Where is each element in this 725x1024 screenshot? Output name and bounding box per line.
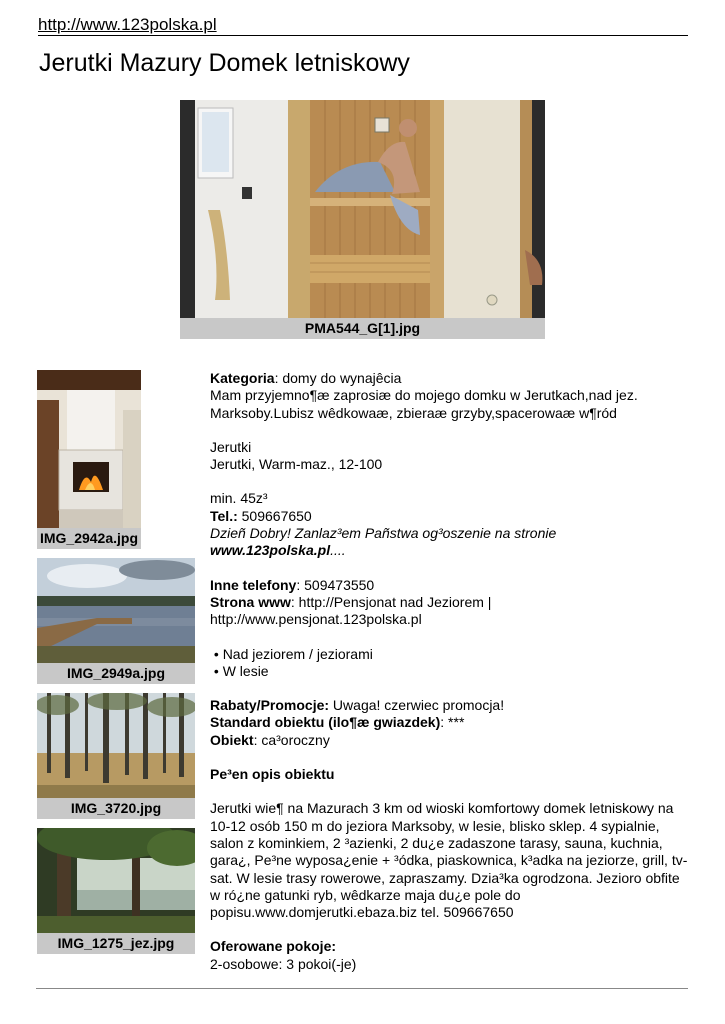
rooms-heading [210, 938, 690, 955]
object-value: : ca³oroczny [253, 731, 330, 748]
site-url-link[interactable]: http://www.123polska.pl [38, 15, 217, 34]
thumb-caption-4: IMG_1275_jez.jpg [37, 933, 195, 954]
phone-line [210, 508, 690, 525]
place-name: Jerutki [210, 438, 252, 455]
note-end: .... [330, 542, 346, 559]
thumb-caption-1: IMG_2942a.jpg [37, 528, 141, 549]
note-text: Dzieñ Dobry! Zanlaz³em Pañstwa og³oszenie na stronie [210, 525, 557, 542]
website-label: Strona www [210, 593, 291, 610]
thumb-photo-lake-pier [37, 558, 195, 663]
category-value: : domy do wynajêcia [274, 370, 402, 386]
full-description-heading-text: Pe³en opis obiektu [210, 766, 335, 783]
phone-value: 509667650 [237, 507, 312, 524]
promo-line [210, 697, 690, 714]
note-site-link[interactable]: www.123polska.pl [210, 542, 331, 559]
promo-label: Rabaty/Promocje: [210, 697, 330, 714]
phone-label: Tel.: [210, 507, 238, 524]
intro-text: Mam przyjemno¶æ zaprosiæ do mojego domku w Jerutkach,nad jez. Marksoby.Lubisz wêdkowaæ, zbieraæ grzyby,spacerowaæ w¶ród [210, 387, 638, 421]
feature-item: • W lesie [210, 662, 269, 679]
footer-divider [36, 988, 688, 989]
other-phones-label: Inne telefony [210, 576, 297, 593]
address: Jerutki, Warm-maz., 12-100 [210, 456, 383, 473]
price: min. 45z³ [210, 490, 268, 507]
object-line [210, 732, 690, 749]
site-url-header [38, 15, 688, 36]
thumb-caption-2: IMG_2949a.jpg [37, 663, 195, 684]
thumb-photo-forest [37, 693, 195, 798]
thumb-photo-lake-trees [37, 828, 195, 933]
website-line [210, 594, 690, 629]
main-photo-sauna [180, 100, 545, 318]
object-label: Obiekt [210, 731, 254, 748]
feature-forest: W lesie [222, 662, 269, 679]
category-label: Kategoria [210, 370, 275, 386]
standard-line [210, 714, 690, 731]
rooms-value: 2-osobowe: 3 pokoi(-je) [210, 955, 357, 972]
listing-details [210, 370, 690, 973]
standard-value: : *** [440, 714, 465, 731]
full-description-heading [210, 766, 690, 783]
full-description: Jerutki wie¶ na Mazurach 3 km od wioski komfortowy domek letniskowy na 10-12 osób 150 m do jeziora Marksoby, w lesie, blisko sklep. 4 sypialnie, salon z kominkiem, 2 ³azienki, 2 du¿e zadaszone tarasy, sauna, kuchnia, gara¿, Pe³ne wyposa¿enie + ³ódka, piaskownica, k³adka na jeziorze, grill, tv-sat. W lesie trasy rowerowe, zapraszamy. Dzia³ka ogrodzona. Jezioro obfite w ró¿ne gatunki ryb, wêdkarze maja du¿e pole do popisu.www.domjerutki.ebaza.biz tel. 509667650 [210, 800, 688, 921]
thumb-caption-3: IMG_3720.jpg [37, 798, 195, 819]
other-phones-line [210, 577, 690, 594]
rooms-heading-text: Oferowane pokoje: [210, 938, 337, 955]
promo-value: Uwaga! czerwiec promocja! [329, 697, 505, 714]
note-line [210, 525, 690, 560]
feature-item: • Nad jeziorem / jeziorami [210, 645, 373, 662]
other-phones-value: : 509473550 [296, 576, 375, 593]
website-value[interactable]: : http://Pensjonat nad Jeziorem | http://www.pensjonat.123polska.pl [210, 593, 492, 628]
category-line [210, 370, 690, 387]
page-title: Jerutki Mazury Domek letniskowy [39, 49, 410, 77]
thumb-photo-fireplace [37, 370, 141, 528]
main-photo-caption: PMA544_G[1].jpg [180, 318, 545, 339]
feature-lake: Nad jeziorem / jeziorami [222, 645, 373, 662]
standard-label: Standard obiektu (ilo¶æ gwiazdek) [210, 714, 441, 731]
